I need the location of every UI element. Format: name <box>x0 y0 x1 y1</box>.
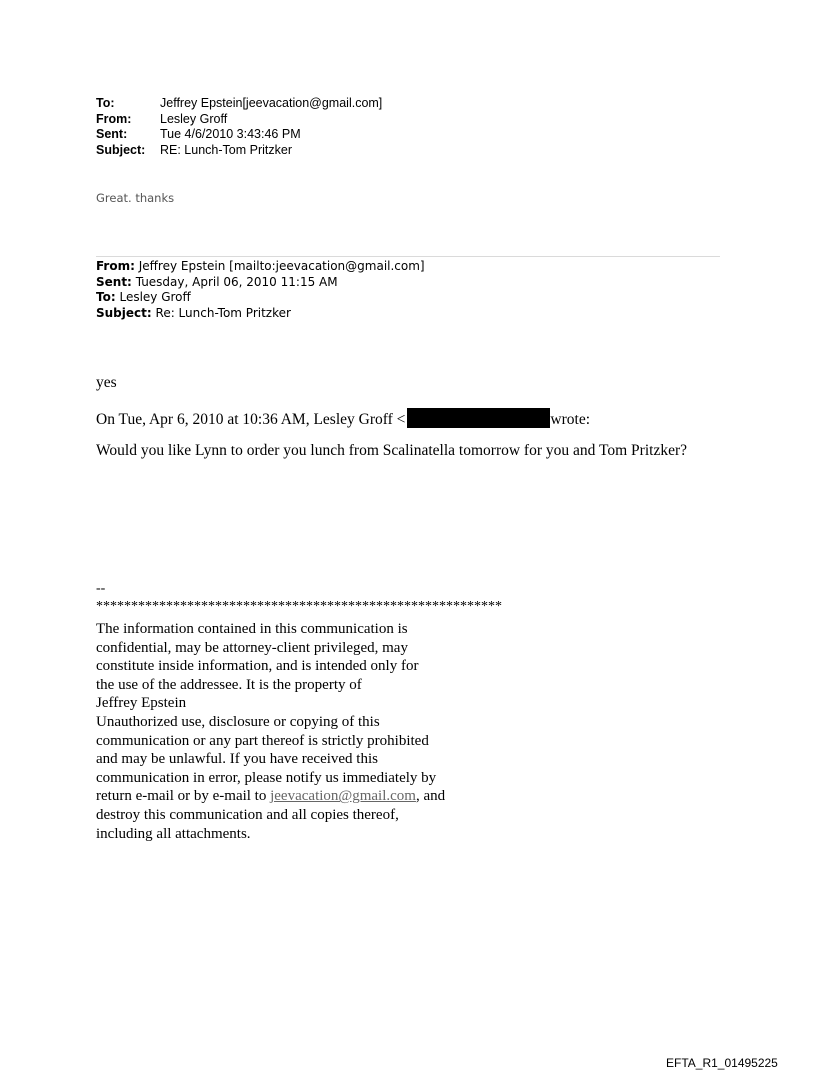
from-label: From: <box>96 111 132 126</box>
return-prefix: return e-mail or by e-mail to <box>96 788 271 805</box>
signature-dash: -- <box>96 581 106 596</box>
signature-stars: ********************************************************** <box>96 599 502 614</box>
quote-divider <box>96 256 720 257</box>
to-row <box>96 96 382 112</box>
confidentiality-disclaimer <box>96 620 516 843</box>
quoted-to-row <box>96 290 425 306</box>
subject-label: Subject: <box>96 142 146 157</box>
quoted-subject-row <box>96 306 425 322</box>
disclaimer-line: destroy this communication and all copies thereof, <box>96 806 399 823</box>
sent-value: Tue 4/6/2010 3:43:46 PM <box>160 127 301 141</box>
quoted-from-value: Jeffrey Epstein [mailto:jeevacation@gmail.com] <box>138 259 425 273</box>
reply-text: yes <box>96 374 117 391</box>
sent-label: Sent: <box>96 127 128 141</box>
disclaimer-line: the use of the addressee. It is the property of <box>96 676 362 693</box>
disclaimer-line: The information contained in this communication is <box>96 621 408 637</box>
quoted-subject-value: Re: Lunch-Tom Pritzker <box>155 305 291 320</box>
quoted-from-label: From: <box>96 259 135 273</box>
attribution-line <box>96 408 590 429</box>
to-label: To: <box>96 96 115 110</box>
attribution-suffix: wrote: <box>550 411 591 428</box>
quoted-sent-row <box>96 275 425 291</box>
original-question: Would you like Lynn to order you lunch from Scalinatella tomorrow for you and Tom Pritzker? <box>96 442 687 459</box>
quoted-subject-label: Subject: <box>96 305 152 320</box>
disclaimer-line: including all attachments. <box>96 825 251 842</box>
disclaimer-line: communication in error, please notify us immediately by <box>96 769 437 786</box>
disclaimer-return-line <box>96 787 516 806</box>
document-id: EFTA_R1_01495225 <box>666 1056 778 1070</box>
disclaimer-line: confidential, may be attorney-client privileged, may <box>96 639 408 656</box>
attribution-prefix: On Tue, Apr 6, 2010 at 10:36 AM, Lesley Groff < <box>96 411 406 428</box>
email-header <box>96 96 382 158</box>
disclaimer-line: constitute inside information, and is intended only for <box>96 658 419 675</box>
disclaimer-line: Jeffrey Epstein <box>96 695 187 712</box>
subject-value: RE: Lunch-Tom Pritzker <box>160 142 292 157</box>
disclaimer-line: communication or any part thereof is strictly prohibited <box>96 732 429 749</box>
message-body: Great. thanks <box>96 191 175 205</box>
quoted-to-label: To: <box>96 290 116 305</box>
quoted-sent-label: Sent: <box>96 274 132 289</box>
sent-row <box>96 127 382 143</box>
quoted-sent-value: Tuesday, April 06, 2010 11:15 AM <box>135 274 338 289</box>
to-value: Jeffrey Epstein[jeevacation@gmail.com] <box>160 96 383 110</box>
quoted-from-row <box>96 259 425 275</box>
email-link[interactable]: jeevacation@gmail.com <box>270 788 416 805</box>
subject-row <box>96 143 382 159</box>
from-value: Lesley Groff <box>160 111 228 126</box>
redaction-box <box>407 408 550 428</box>
from-row <box>96 112 382 128</box>
disclaimer-line: Unauthorized use, disclosure or copying of this <box>96 713 380 730</box>
return-suffix: , and <box>415 788 446 805</box>
disclaimer-line: and may be unlawful. If you have received this <box>96 751 378 768</box>
quoted-to-value: Lesley Groff <box>119 290 191 305</box>
quoted-header <box>96 259 425 321</box>
